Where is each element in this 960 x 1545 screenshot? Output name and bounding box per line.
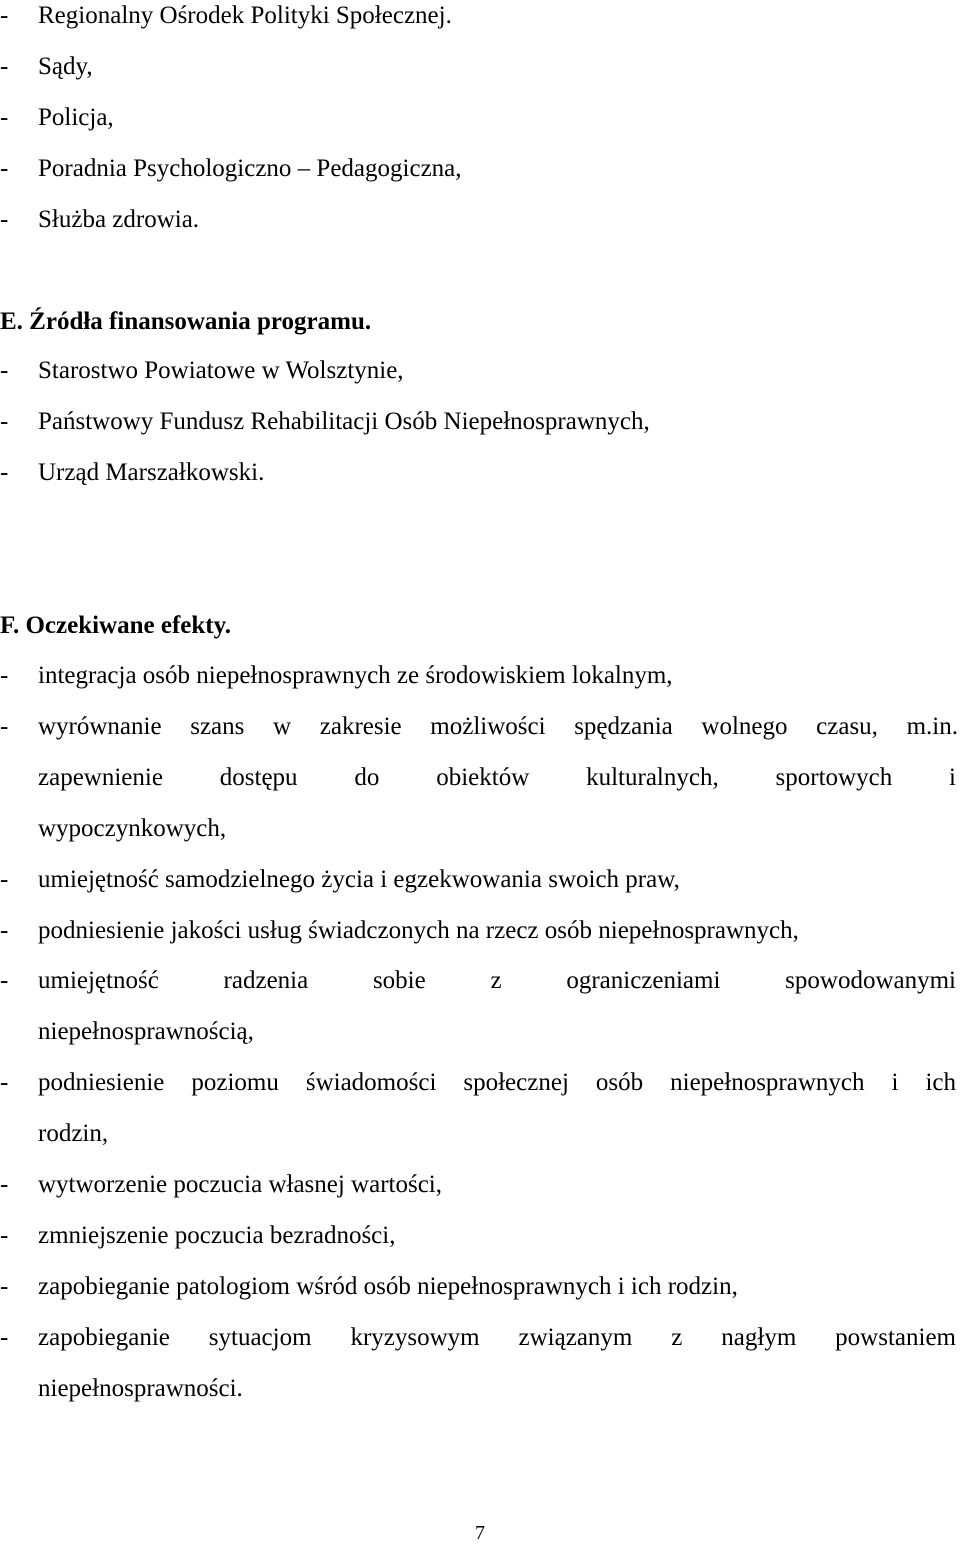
list-item-continuation [0, 763, 960, 793]
list-item [0, 1323, 960, 1353]
list-dash: - [0, 967, 9, 994]
list-dash: - [0, 1171, 9, 1198]
list-item-text-line: niepełnosprawności. [38, 1375, 243, 1402]
list-item-text-line: niepełnosprawnością, [38, 1018, 254, 1045]
list-dash: - [0, 1273, 9, 1300]
list-dash: - [0, 866, 9, 893]
list-dash: - [0, 713, 9, 740]
section-f-heading: F. Oczekiwane efekty. [0, 612, 231, 639]
list-item-text: zmniejszenie poczucia bezradności, [38, 1222, 396, 1249]
list-dash: - [0, 206, 9, 233]
list-dash: - [0, 662, 9, 689]
list-dash: - [0, 408, 9, 435]
list-item-text: Starostwo Powiatowe w Wolsztynie, [38, 357, 404, 384]
list-item-text: Poradnia Psychologiczno – Pedagogiczna, [38, 155, 462, 182]
list-dash: - [0, 2, 9, 29]
list-item-text: integracja osób niepełnosprawnych ze środowiskiem lokalnym, [38, 662, 673, 689]
list-item-text: wytworzenie poczucia własnej wartości, [38, 1171, 443, 1198]
list-dash: - [0, 53, 9, 80]
list-dash: - [0, 459, 9, 486]
list-item-text: zapobieganie patologiom wśród osób niepełnosprawnych i ich rodzin, [38, 1273, 738, 1300]
list-item-text: Sądy, [38, 53, 93, 80]
list-item-text: Urząd Marszałkowski. [38, 459, 265, 486]
list-item-text: umiejętność samodzielnego życia i egzekwowania swoich praw, [38, 866, 680, 893]
list-item-text-line: wyrównanie szans w zakresie możliwości spędzania wolnego czasu, m.in. [38, 713, 958, 740]
list-item [0, 966, 960, 996]
list-dash: - [0, 1324, 9, 1351]
section-e-heading: E. Źródła finansowania programu. [0, 308, 372, 335]
list-item [0, 712, 960, 742]
list-item-text-line: wypoczynkowych, [38, 815, 227, 842]
list-item-text-line: podniesienie poziomu świadomości społecznej osób niepełnosprawnych i ich [38, 1069, 956, 1096]
list-item-text-line: rodzin, [38, 1120, 109, 1147]
list-dash: - [0, 104, 9, 131]
list-item-text-line: umiejętność radzenia sobie z ograniczeniami spowodowanymi [38, 967, 956, 994]
list-dash: - [0, 1222, 9, 1249]
list-item-text: Służba zdrowia. [38, 206, 200, 233]
list-dash: - [0, 917, 9, 944]
list-item-text: podniesienie jakości usług świadczonych na rzecz osób niepełnosprawnych, [38, 917, 799, 944]
list-item [0, 1068, 960, 1098]
list-dash: - [0, 357, 9, 384]
list-item-text-line: zapobieganie sytuacjom kryzysowym związanym z nagłym powstaniem [38, 1324, 956, 1351]
list-dash: - [0, 155, 9, 182]
page-number: 7 [475, 1522, 485, 1544]
list-item-text: Państwowy Fundusz Rehabilitacji Osób Niepełnosprawnych, [38, 408, 650, 435]
list-dash: - [0, 1069, 9, 1096]
list-item-text: Regionalny Ośrodek Polityki Społecznej. [38, 2, 452, 29]
list-item-text: Policja, [38, 104, 114, 131]
list-item-text-line: zapewnienie dostępu do obiektów kulturalnych, sportowych i [38, 764, 956, 791]
